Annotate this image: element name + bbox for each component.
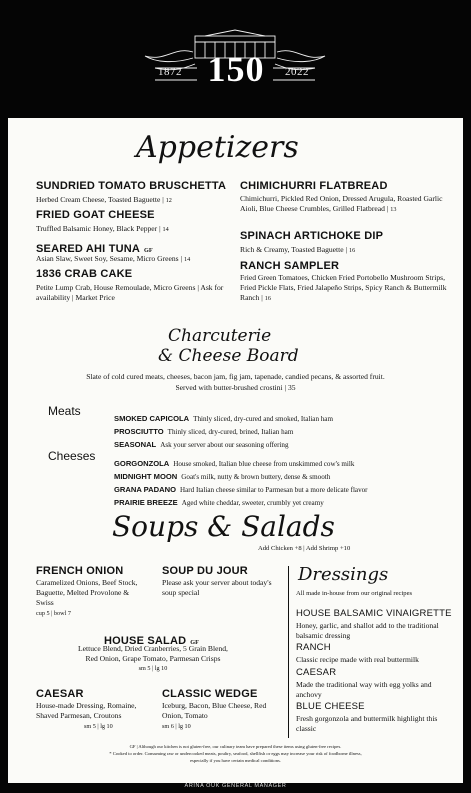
item-classic-wedge-price: sm 6 | lg 10	[162, 723, 191, 730]
dressing-caesar-name: CAESAR	[296, 667, 337, 678]
cheese-grana-padano: GRANA PADANO Hard Italian cheese similar to Parmesan but a more delicate flavor	[114, 485, 368, 494]
item-ahi-tuna-name: SEARED AHI TUNA GF	[36, 243, 153, 255]
item-classic-wedge-name: CLASSIC WEDGE	[162, 688, 258, 700]
item-ranch-sampler-desc: Fried Green Tomatoes, Chicken Fried Portobello Mushroom Strips, Fried Pickle Flats, Fried Jalapeño Strips, Spicy Ranch & Buttermilk Ranch | 16	[240, 273, 447, 302]
meat-capicola: SMOKED CAPICOLA Thinly sliced, dry-cured and smoked, Italian ham	[114, 414, 333, 423]
charcuterie-desc-2: Served with butter-brushed crostini | 35	[175, 383, 296, 392]
item-classic-wedge-desc: Iceburg, Bacon, Blue Cheese, Red Onion, Tomato	[162, 701, 267, 720]
item-flatbread-desc: Chimichurri, Pickled Red Onion, Dressed Arugula, Roasted Garlic Aioli, Blue Cheese Crumbles, Grilled Flatbread | 13	[240, 194, 443, 213]
item-caesar-price: sm 5 | lg 10	[84, 723, 113, 730]
year-start: 1872	[158, 66, 182, 78]
item-caesar-name: CAESAR	[36, 688, 84, 700]
year-end: 2022	[285, 66, 309, 78]
meats-label: Meats	[48, 404, 81, 418]
cheese-prairie-breeze: PRAIRIE BREEZE Aged white cheddar, sweeter, crumbly yet creamy	[114, 498, 324, 507]
dressings-subtitle: All made in-house from our original recipes	[296, 590, 413, 597]
dressing-caesar-desc: Made the traditional way with egg yolks and anchovy	[296, 680, 432, 699]
item-flatbread-name: CHIMICHURRI FLATBREAD	[240, 180, 388, 192]
menu-footer	[0, 783, 471, 793]
item-house-salad-desc-1: Lettuce Blend, Dried Cranberries, 5 Grain Blend,	[78, 644, 228, 653]
dressing-balsamic-name: HOUSE BALSAMIC VINAIGRETTE	[296, 608, 452, 619]
item-house-salad-name: HOUSE SALAD GF	[104, 635, 199, 647]
soups-salads-title: Soups & Salads	[112, 510, 335, 543]
charcuterie-desc-1: Slate of cold cured meats, cheeses, bacon jam, fig jam, tapenade, candied pecans, & assorted fruit.	[86, 372, 385, 381]
item-french-onion-desc: Caramelized Onions, Beef Stock, Baguette, Melted Provolone & Swiss	[36, 578, 138, 607]
item-crab-cake-name: 1836 CRAB CAKE	[36, 268, 133, 280]
general-manager-credit: ARINA OUK GENERAL MANAGER	[184, 783, 287, 789]
dressing-blue-cheese-desc: Fresh gorgonzola and buttermilk highlight this classic	[296, 714, 438, 733]
item-ranch-sampler-name: RANCH SAMPLER	[240, 260, 340, 272]
cheese-gorgonzola: GORGONZOLA House smoked, Italian blue cheese from unskimmed cow's milk	[114, 459, 355, 468]
dressing-blue-cheese-name: BLUE CHEESE	[296, 701, 365, 712]
item-french-onion-name: FRENCH ONION	[36, 565, 124, 577]
item-spinach-dip-desc: Rich & Creamy, Toasted Baguette | 16	[240, 245, 356, 254]
dressings-divider	[288, 566, 289, 738]
add-protein-note: Add Chicken +8 | Add Shrimp +10	[258, 545, 351, 552]
item-house-salad-price: sm 5 | lg 10	[138, 665, 168, 672]
item-goat-cheese-name: FRIED GOAT CHEESE	[36, 209, 155, 221]
cheese-midnight-moon: MIDNIGHT MOON Goat's milk, nutty & brown buttery, dense & smooth	[114, 472, 331, 481]
item-house-salad-desc-2: Red Onion, Grape Tomato, Parmesan Crisps	[85, 654, 221, 663]
menu-header	[0, 0, 471, 118]
dressing-ranch-name: RANCH	[296, 642, 331, 653]
item-ahi-tuna-desc: Asian Slaw, Sweet Soy, Sesame, Micro Greens | 14	[36, 254, 191, 263]
meat-prosciutto: PROSCIUTTO Thinly sliced, dry-cured, brined, Italian ham	[114, 427, 294, 436]
item-crab-cake-desc: Petite Lump Crab, House Remoulade, Micro Greens | Ask for availability | Market Price	[36, 283, 224, 302]
item-french-onion-price: cup 5 | bowl 7	[36, 610, 71, 617]
dressing-ranch-desc: Classic recipe made with real buttermilk	[296, 655, 419, 664]
dressings-title: Dressings	[298, 564, 389, 585]
item-soup-du-jour-name: SOUP DU JOUR	[162, 565, 248, 577]
item-spinach-dip-name: SPINACH ARTICHOKE DIP	[240, 230, 384, 242]
cheeses-label: Cheeses	[48, 449, 96, 463]
note-raw-food: * Cooked to order. Consuming raw or undercooked meats, poultry, seafood, shellfish or eggs may increase your risk of foodborne illness,	[109, 751, 362, 756]
meat-seasonal: SEASONAL Ask your server about our seasoning offering	[114, 440, 289, 449]
cheese-board-title: & Cheese Board	[158, 346, 299, 366]
note-medical: especially if you have certain medical conditions.	[190, 758, 281, 763]
menu-panel	[8, 118, 463, 783]
charcuterie-title: Charcuterie	[168, 326, 272, 346]
item-bruschetta-desc: Herbed Cream Cheese, Toasted Baguette | 12	[36, 195, 172, 204]
item-soup-du-jour-desc: Please ask your server about today's soup special	[162, 578, 272, 597]
item-goat-cheese-desc: Truffled Balsamic Honey, Black Pepper | 14	[36, 224, 169, 233]
dressing-balsamic-desc: Honey, garlic, and shallot add to the traditional balsamic dressing	[296, 621, 439, 640]
item-caesar-desc: House-made Dressing, Romaine, Shaved Parmesan, Croutons	[36, 701, 137, 720]
item-bruschetta-name: SUNDRIED TOMATO BRUSCHETTA	[36, 180, 227, 192]
note-gluten-free: GF | Although our kitchen is not gluten-free, our culinary team have prepared these items using gluten-free recipes.	[129, 744, 342, 749]
appetizers-title: Appetizers	[136, 130, 299, 165]
anniversary-number: 150	[207, 49, 265, 89]
